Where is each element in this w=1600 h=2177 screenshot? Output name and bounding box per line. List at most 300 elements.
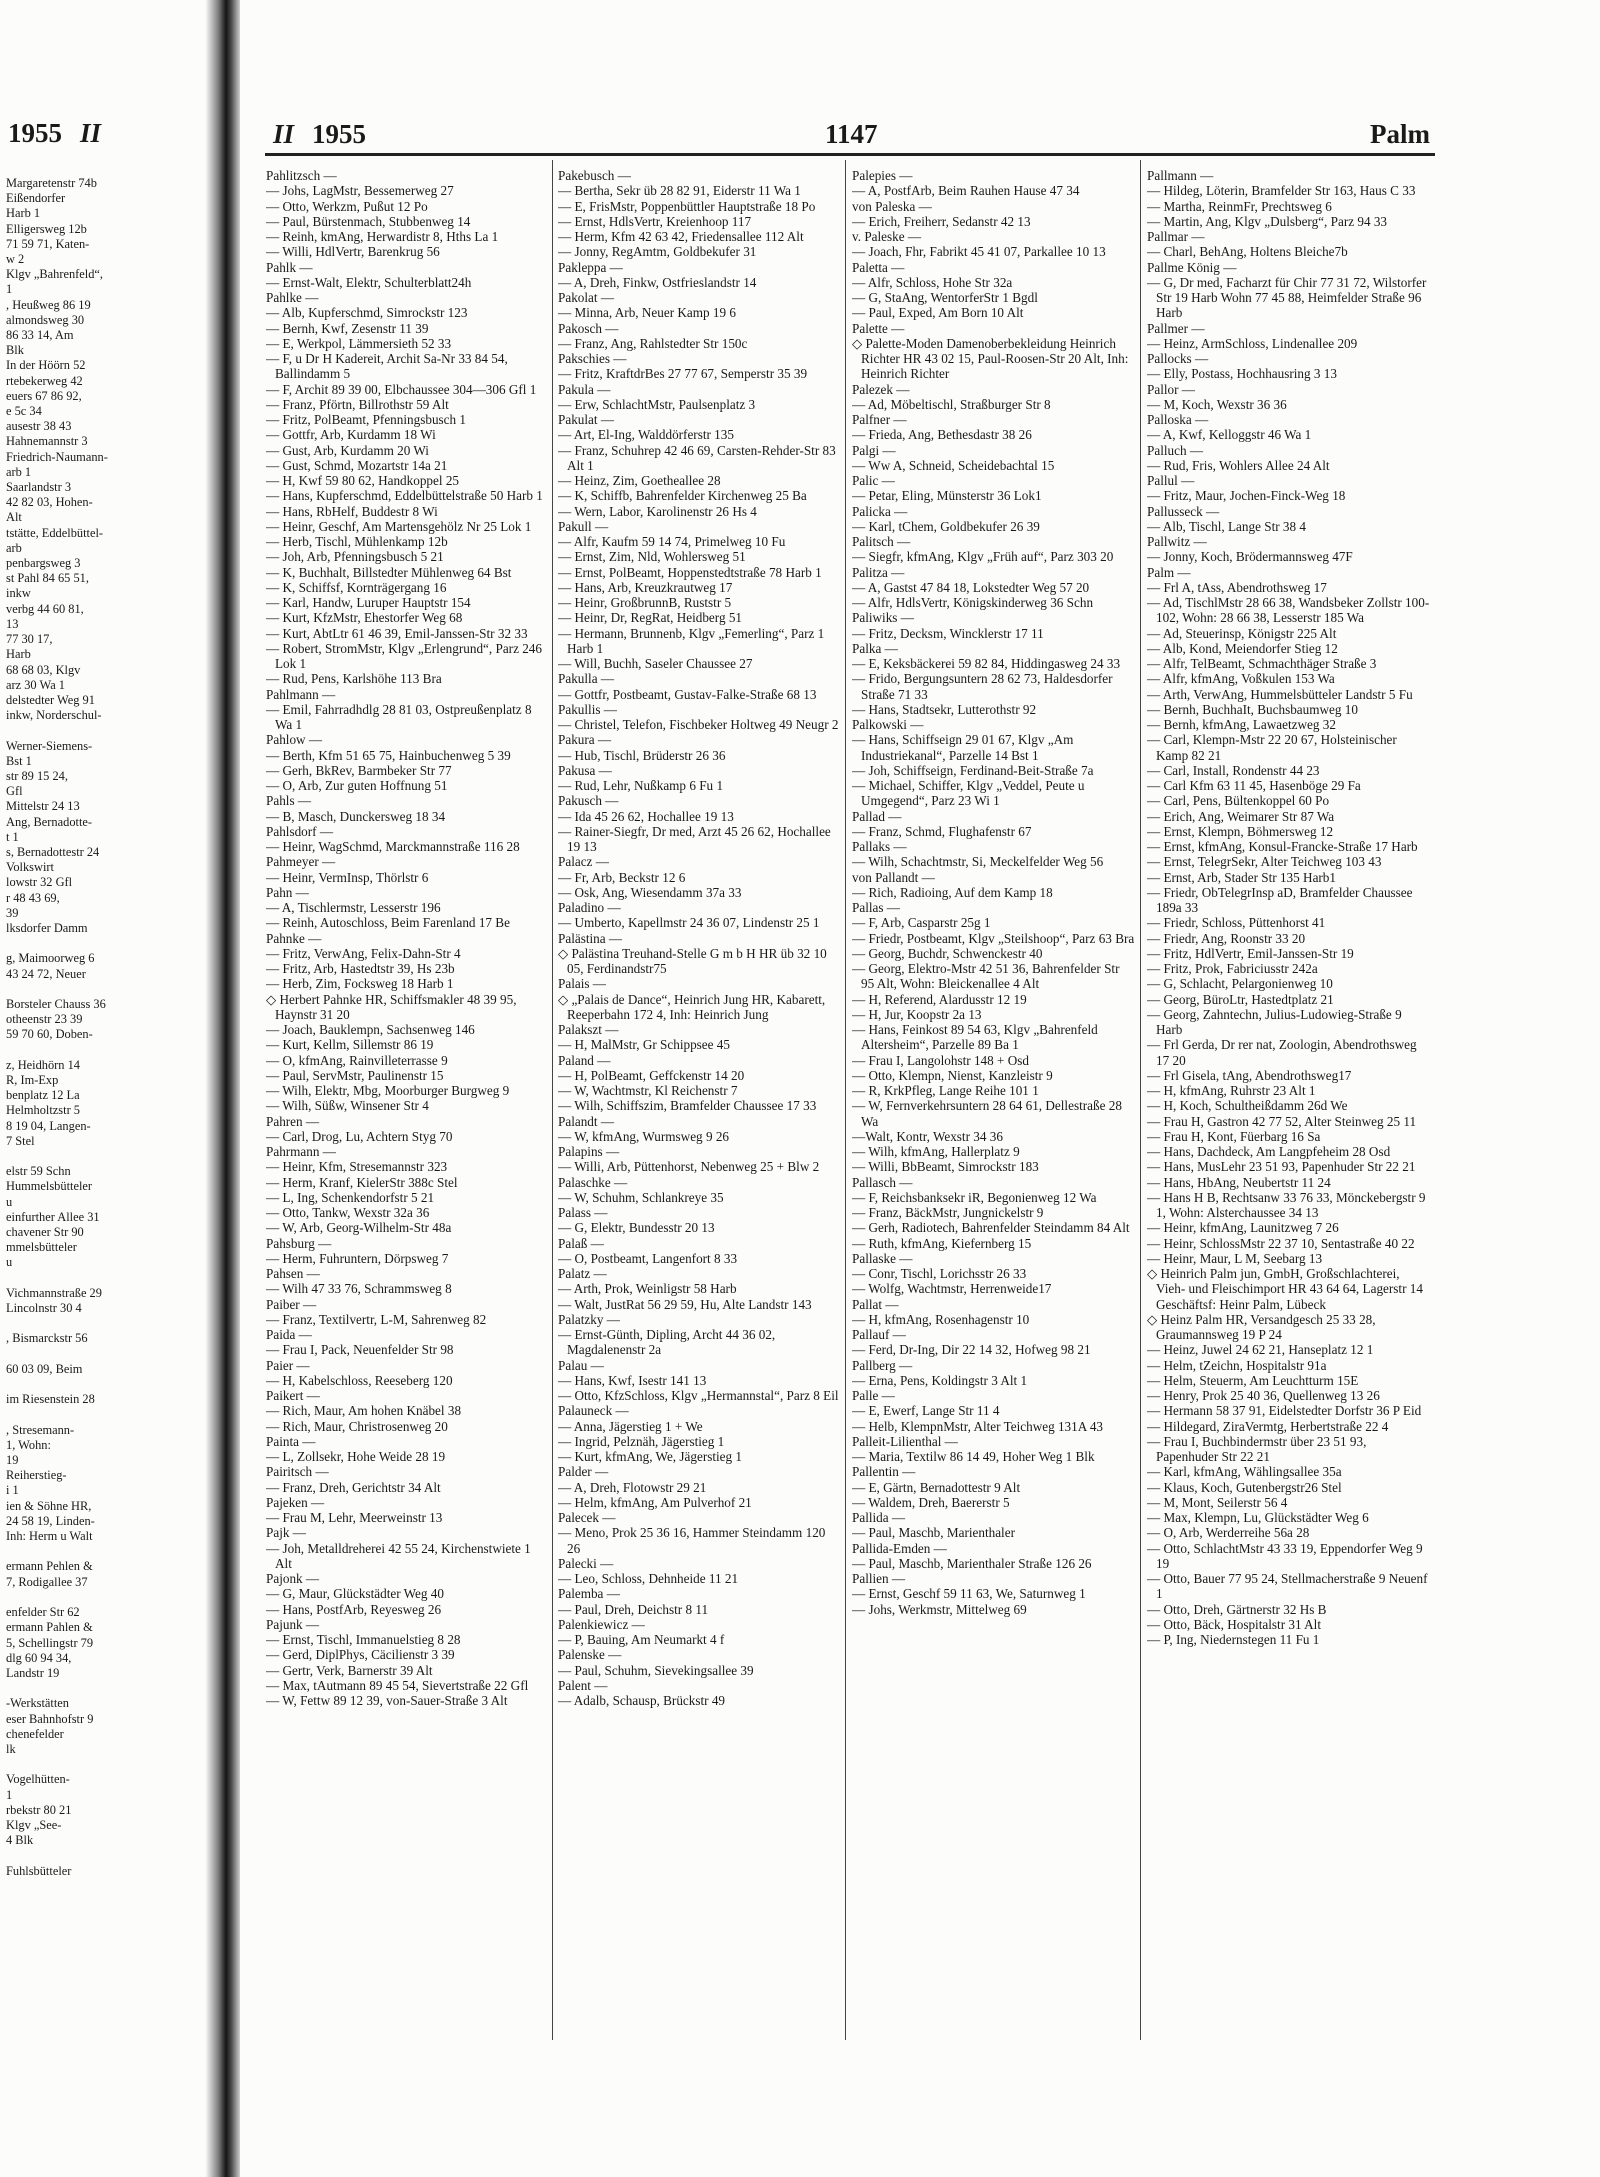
directory-entry: — Franz, Schuhrep 42 46 69, Carsten-Rehder-Str 83 Alt 1 (558, 442, 836, 473)
book-gutter (205, 0, 240, 2177)
header-part: II (273, 119, 295, 149)
left-page-line: Eißendorfer (6, 191, 66, 206)
directory-entry: — Ernst, Zim, Nld, Wohlersweg 51 (558, 549, 746, 565)
directory-entry: — Rud, Pens, Karlshöhe 113 Bra (266, 671, 442, 687)
directory-entry: — Maria, Textilw 86 14 49, Hoher Weg 1 Blk (852, 1449, 1095, 1464)
left-page-line: chavener Str 90 (6, 1225, 84, 1240)
surname-heading: Pahrmann — (266, 1144, 336, 1159)
left-page-line: u (6, 1194, 13, 1209)
surname-heading: Palluch — (1147, 442, 1204, 458)
left-page-line: verbg 44 60 81, (6, 601, 84, 616)
directory-entry: — Friedr, Postbeamt, Klgv „Steilshoop“, Parz 63 Bra (852, 930, 1135, 946)
directory-entry: — Herb, Zim, Focksweg 18 Harb 1 (266, 976, 454, 992)
left-page-line (6, 1377, 205, 1392)
directory-entry: — Willi, HdlVertr, Barenkrug 56 (266, 244, 440, 260)
directory-entry: — Paul, ServMstr, Paulinenstr 15 (266, 1067, 444, 1083)
directory-entry: — W, Schuhm, Schlankreye 35 (558, 1189, 724, 1205)
left-page-line: inkw (6, 586, 31, 601)
surname-heading: Palaschke — (558, 1174, 628, 1190)
surname-heading: Pakull — (558, 518, 609, 534)
surname-heading: Palecki — (558, 1555, 614, 1571)
left-page-line: Landstr 19 (6, 1665, 60, 1680)
directory-entry: — Otto, Bäck, Hospitalstr 31 Alt (1147, 1616, 1321, 1632)
left-page-line: rtebekerweg 42 (6, 373, 83, 388)
left-page-line: enfelder Str 62 (6, 1605, 80, 1620)
directory-entry: — Gerh, BkRev, Barmbeker Str 77 (266, 762, 452, 778)
left-page-line (6, 1590, 205, 1605)
directory-entry: — Georg, Elektro-Mstr 42 51 36, Bahrenfelder Str 95 Alt, Wohn: Bleickenallee 4 Alt (852, 961, 1120, 992)
directory-entry: — Otto, SchlachtMstr 43 33 19, Eppendorfer Weg 9 19 (1147, 1540, 1423, 1571)
column-4 (1147, 168, 1430, 2048)
directory-entry: — Max, tAutmann 89 45 54, Sievertstraße 22 Gfl (266, 1677, 529, 1693)
surname-heading: Palaß — (558, 1235, 604, 1251)
directory-entry: — Will, Buchh, Saseler Chaussee 27 (558, 656, 753, 671)
directory-entry: — Heinr, VermInsp, Thörlstr 6 (266, 869, 429, 885)
left-page-line: lksdorfer Damm (6, 920, 88, 935)
left-page-line: , Heußweg 86 19 (6, 297, 91, 312)
surname-heading: Pahmeyer — (266, 854, 336, 870)
directory-entry: — Heinr, Maur, L M, Seebarg 13 (1147, 1250, 1323, 1266)
directory-entry: — Otto, Tankw, Wexstr 32a 36 (266, 1205, 430, 1220)
directory-entry: — Martin, Ang, Klgv „Dulsberg“, Parz 94 33 (1147, 213, 1388, 229)
left-page-line: Mittelstr 24 13 (6, 799, 80, 814)
surname-heading: Pallas — (852, 900, 900, 915)
directory-entry: — Gottfr, Postbeamt, Gustav-Falke-Straße 68 13 (558, 686, 817, 702)
directory-entry: — Ww A, Schneid, Scheidebachtal 15 (852, 457, 1055, 473)
directory-entry: — Wern, Labor, Karolinenstr 26 Hs 4 (558, 503, 757, 519)
directory-entry: — Ernst, Geschf 59 11 63, We, Saturnweg 1 (852, 1586, 1086, 1602)
directory-entry: — G, Elektr, Bundesstr 20 13 (558, 1220, 715, 1236)
left-page-line: 59 70 60, Doben- (6, 1027, 93, 1042)
directory-entry: — Rainer-Siegfr, Dr med, Arzt 45 26 62, Hochallee 19 13 (558, 823, 831, 854)
directory-entry: — G, Schlacht, Pelargonienweg 10 (1147, 976, 1333, 992)
surname-heading: Palacz — (558, 854, 609, 870)
left-page-line: ermann Pehlen & (6, 1559, 93, 1574)
surname-heading: Pajeken — (266, 1494, 325, 1510)
directory-entry: — M, Mont, Seilerstr 56 4 (1147, 1494, 1288, 1510)
left-page-line: Volkswirt (6, 860, 54, 875)
left-page-line: r 48 43 69, (6, 890, 60, 905)
directory-entry: — Helm, Steuerm, Am Leuchtturm 15E (1147, 1372, 1359, 1388)
left-page-line: 13 (6, 616, 19, 631)
directory-entry: — Frau M, Lehr, Meerweinstr 13 (266, 1510, 443, 1525)
left-page-line: Reiherstieg- (6, 1468, 67, 1483)
directory-entry: — F, u Dr H Kadereit, Archit Sa-Nr 33 84 54, Ballindamm 5 (266, 351, 508, 382)
left-page-line: 43 24 72, Neuer (6, 966, 86, 981)
surname-heading: Pakleppa — (558, 259, 623, 275)
directory-entry: — Heinz, Juwel 24 62 21, Hanseplatz 12 1 (1147, 1342, 1374, 1358)
directory-entry: — Joh, Metalldreherei 42 55 24, Kirchenstwiete 1 Alt (266, 1540, 531, 1571)
directory-entry: — Ruth, kfmAng, Kiefernberg 15 (852, 1235, 1032, 1251)
directory-entry: — Wilh 47 33 76, Schrammsweg 8 (266, 1281, 452, 1297)
directory-entry: — G, Maur, Glückstädter Weg 40 (266, 1586, 444, 1602)
directory-entry: — Hans, PostfArb, Reyesweg 26 (266, 1601, 442, 1617)
directory-entry: — Alfr, HdlsVertr, Königskinderweg 36 Schn (852, 595, 1094, 610)
left-page-line: Bst 1 (6, 753, 32, 768)
left-page-year: 1955 (8, 118, 62, 148)
left-page-line: 8 19 04, Langen- (6, 1118, 91, 1133)
surname-heading: Palecek — (558, 1510, 616, 1525)
directory-entry: — Wilh, kfmAng, Hallerplatz 9 (852, 1144, 1020, 1159)
left-page-line: t 1 (6, 829, 19, 844)
directory-entry: — Martha, ReinmFr, Prechtsweg 6 (1147, 198, 1332, 214)
directory-entry: — E, FrisMstr, Poppenbüttler Hauptstraße 18 Po (558, 198, 816, 214)
directory-entry: — Otto, Werkzm, Pußut 12 Po (266, 198, 428, 214)
directory-entry: — Jonny, Koch, Brödermannsweg 47F (1147, 549, 1353, 565)
directory-entry: — H, Kwf 59 80 62, Handkoppel 25 (266, 473, 460, 488)
directory-entry: — Gertr, Verk, Barnerstr 39 Alt (266, 1662, 433, 1678)
directory-entry: — Carl Kfm 63 11 45, Hasenböge 29 Fa (1147, 778, 1361, 793)
directory-entry: — Leo, Schloss, Dehnheide 11 21 (558, 1571, 739, 1586)
left-page-line: 71 59 71, Katen- (6, 236, 90, 251)
surname-heading: Palkowski — (852, 717, 924, 732)
directory-entry: — K, Schiffb, Bahrenfelder Kirchenweg 25 Ba (558, 488, 807, 504)
surname-heading: von Paleska — (852, 198, 932, 214)
surname-heading: Pahlmann — (266, 686, 336, 702)
directory-entry: — Klaus, Koch, Gutenbergstr26 Stel (1147, 1479, 1342, 1495)
directory-entry: — Joh, Arb, Pfenningsbusch 5 21 (266, 549, 444, 565)
surname-heading: Pallaske — (852, 1250, 913, 1266)
surname-heading: Paladino — (558, 900, 621, 915)
surname-heading: Pakullis — (558, 701, 617, 717)
column-divider (845, 160, 846, 2040)
surname-heading: Pahsburg — (266, 1235, 332, 1251)
directory-entry: — Paul, Schuhm, Sievekingsallee 39 (558, 1662, 754, 1678)
surname-heading: Pahlk — (266, 259, 313, 275)
left-page-line: tstätte, Eddelbüttel- (6, 525, 104, 540)
directory-entry: — Fritz, Arb, Hastedtstr 39, Hs 23b (266, 961, 455, 976)
surname-heading: Palauneck — (558, 1403, 629, 1419)
left-page-fragments (6, 176, 205, 1879)
directory-entry: — Fritz, Decksm, Wincklerstr 17 11 (852, 625, 1044, 641)
surname-heading: Paland — (558, 1052, 611, 1068)
header-part-year (273, 119, 366, 150)
left-page-line: 77 30 17, (6, 632, 53, 647)
directory-entry: — Paul, Maschb, Marienthaler Straße 126 26 (852, 1555, 1092, 1571)
column-3 (852, 168, 1135, 2048)
directory-entry: — Frieda, Ang, Bethesdastr 38 26 (852, 427, 1032, 443)
directory-entry: — Paul, Maschb, Marienthaler (852, 1525, 1015, 1541)
directory-entry: — Siegfr, kfmAng, Klgv „Früh auf“, Parz 303 20 (852, 549, 1114, 565)
left-page-line: Hahnemannstr 3 (6, 434, 88, 449)
left-page-line (6, 1271, 205, 1286)
left-page-line: e 5c 34 (6, 404, 42, 419)
surname-heading: Palepies — (852, 168, 913, 183)
directory-entry: — Hildeg, Löterin, Bramfelder Str 163, Haus C 33 (1147, 183, 1416, 199)
surname-heading: Pallwitz — (1147, 534, 1207, 549)
directory-entry: — P, Bauing, Am Neumarkt 4 f (558, 1632, 725, 1647)
surname-heading: Pakura — (558, 732, 612, 748)
directory-entry: — E, Gärtn, Bernadottestr 9 Alt (852, 1479, 1021, 1495)
directory-entry: — Kurt, kfmAng, We, Jägerstieg 1 (558, 1449, 743, 1464)
directory-entry: — Rich, Radioing, Auf dem Kamp 18 (852, 884, 1053, 900)
directory-entry: — W, Fernverkehrsuntern 28 64 61, Dellestraße 28 Wa (852, 1098, 1122, 1129)
directory-entry: — Charl, BehAng, Holtens Bleiche7b (1147, 244, 1348, 260)
directory-entry: — Arth, Prok, Weinligstr 58 Harb (558, 1281, 737, 1297)
directory-entry: — H, kfmAng, Ruhrstr 23 Alt 1 (1147, 1083, 1316, 1098)
directory-entry: — K, Buchhalt, Billstedter Mühlenweg 64 Bst (266, 564, 512, 580)
left-page-line: Lincolnstr 30 4 (6, 1301, 82, 1316)
directory-entry: — Friedr, Schloss, Püttenhorst 41 (1147, 915, 1326, 931)
directory-entry: ◇ Herbert Pahnke HR, Schiffsmakler 48 39 95, Haynstr 31 20 (266, 991, 517, 1022)
directory-entry: — Herm, Kranf, KielerStr 388c Stel (266, 1174, 458, 1190)
directory-entry: — Walt, JustRat 56 29 59, Hu, Alte Landstr 143 (558, 1296, 812, 1312)
left-page-line: benplatz 12 La (6, 1088, 80, 1103)
surname-heading: Palka — (852, 640, 898, 656)
left-page-line (6, 1043, 205, 1058)
surname-heading: Pakulat — (558, 412, 615, 427)
surname-heading: Palgi — (852, 442, 896, 458)
surname-heading: Palitza — (852, 564, 905, 580)
left-page-line: 68 68 03, Klgv (6, 662, 81, 677)
header-year: 1955 (312, 119, 367, 149)
left-page-line: Elligersweg 12b (6, 221, 87, 236)
surname-heading: Pakolat — (558, 290, 615, 305)
surname-heading: Pahlsdorf — (266, 823, 334, 839)
left-page-line: ausestr 38 43 (6, 419, 72, 434)
directory-entry: — Erich, Freiherr, Sedanstr 42 13 (852, 213, 1031, 229)
left-page-line (6, 1407, 205, 1422)
surname-heading: Pallida — (852, 1510, 906, 1525)
directory-entry: — Johs, Werkmstr, Mittelweg 69 (852, 1601, 1027, 1617)
directory-entry: — Ferd, Dr-Ing, Dir 22 14 32, Hofweg 98 21 (852, 1342, 1091, 1358)
surname-heading: Pallmer — (1147, 320, 1205, 336)
directory-entry: — Gerd, DiplPhys, Cäcilienstr 3 39 (266, 1647, 455, 1663)
column-2 (558, 168, 841, 2048)
directory-entry: — Waldem, Dreh, Baererstr 5 (852, 1494, 1010, 1510)
surname-heading: Pallme König — (1147, 259, 1237, 275)
left-page-line (6, 982, 205, 997)
directory-entry: — Joach, Fhr, Fabrikt 45 41 07, Parkallee 10 13 (852, 244, 1106, 260)
left-page-line: 60 03 09, Beim (6, 1361, 83, 1376)
directory-entry: — Franz, Dreh, Gerichtstr 34 Alt (266, 1479, 441, 1495)
left-page-line: rbekstr 80 21 (6, 1802, 72, 1817)
left-page-line: elstr 59 Schn (6, 1164, 71, 1179)
left-page-line: Harb 1 (6, 206, 41, 221)
surname-heading: Pallat — (852, 1296, 899, 1312)
directory-entry: — Rich, Maur, Am hohen Knäbel 38 (266, 1403, 462, 1419)
directory-entry: — Michael, Schiffer, Klgv „Veddel, Peute u Umgegend“, Parz 23 Wi 1 (852, 778, 1085, 809)
surname-heading: Palleit-Lilienthal — (852, 1433, 958, 1449)
surname-heading: Pahlitzsch — (266, 168, 337, 183)
left-page-line: almondsweg 30 (6, 312, 85, 327)
left-page-line: , Bismarckstr 56 (6, 1331, 88, 1346)
surname-heading: Palästina — (558, 930, 623, 946)
surname-heading: Palais — (558, 976, 606, 992)
directory-entry: — Franz, BäckMstr, Jungnickelstr 9 (852, 1205, 1044, 1220)
directory-entry: — Reinh, kmAng, Herwardistr 8, Hths La 1 (266, 229, 499, 244)
directory-entry: — Heinr, Kfm, Stresemannstr 323 (266, 1159, 448, 1175)
directory-entry: — G, StaAng, WentorferStr 1 Bgdl (852, 290, 1038, 305)
directory-entry: — Karl, tChem, Goldbekufer 26 39 (852, 518, 1040, 534)
surname-heading: Pajk — (266, 1525, 306, 1541)
directory-entry: — H, Referend, Alardusstr 12 19 (852, 991, 1027, 1007)
left-page-line: Gfl (6, 784, 23, 799)
left-page-line: u (6, 1255, 13, 1270)
left-page-line: Friedrich-Naumann- (6, 449, 108, 464)
left-page-line (6, 1681, 205, 1696)
directory-entry: — Wolfg, Wachtmstr, Herrenweide17 (852, 1281, 1052, 1297)
directory-entry: — Helb, KlempnMstr, Alter Teichweg 131A 43 (852, 1418, 1104, 1434)
directory-entry: — Petar, Eling, Münsterstr 36 Lok1 (852, 488, 1042, 504)
left-page-line: mmelsbütteler (6, 1240, 77, 1255)
directory-entry: — Rud, Fris, Wohlers Allee 24 Alt (1147, 457, 1330, 473)
directory-entry: — Conr, Tischl, Lorichsstr 26 33 (852, 1266, 1027, 1281)
left-page-line: Saarlandstr 3 (6, 480, 72, 495)
directory-entry: — R, KrkPfleg, Lange Reihe 101 1 (852, 1083, 1039, 1098)
directory-entry: — Hans, Schiffseign 29 01 67, Klgv „Am Industriekanal“, Parzelle 14 Bst 1 (852, 732, 1074, 763)
left-page-line: st Pahl 84 65 51, (6, 571, 89, 586)
directory-entry: — F, Reichsbanksekr iR, Begonienweg 12 Wa (852, 1189, 1097, 1205)
left-page-line: delstedter Weg 91 (6, 692, 95, 707)
surname-heading: Pahsen — (266, 1266, 320, 1281)
directory-entry: — Wilh, Schachtmstr, Si, Meckelfelder Weg 56 (852, 854, 1104, 870)
directory-entry: — A, Dreh, Finkw, Ostfrieslandstr 14 (558, 274, 757, 290)
directory-entry: — Fritz, HdlVertr, Emil-Janssen-Str 19 (1147, 945, 1354, 961)
surname-heading: Palatz — (558, 1266, 607, 1281)
directory-entry: — Ernst, kfmAng, Konsul-Francke-Straße 17 Harb (1147, 839, 1418, 854)
directory-entry: — H, kfmAng, Rosenhagenstr 10 (852, 1311, 1030, 1327)
directory-entry: — Heinz, Zim, Goetheallee 28 (558, 473, 721, 488)
column-1 (266, 168, 549, 2048)
directory-entry: — Meno, Prok 25 36 16, Hammer Steindamm 120 26 (558, 1525, 826, 1556)
left-page-line: Inh: Herm u Walt (6, 1529, 93, 1544)
directory-entry: — Ernst, TelegrSekr, Alter Teichweg 103 43 (1147, 854, 1382, 870)
directory-entry: — E, Ewerf, Lange Str 11 4 (852, 1403, 1000, 1419)
left-page-line: arz 30 Wa 1 (6, 677, 65, 692)
surname-heading: Palder — (558, 1464, 609, 1480)
surname-heading: Pallasch — (852, 1174, 913, 1190)
left-page-line: 5, Schellingstr 79 (6, 1635, 94, 1650)
surname-heading: Pahlke — (266, 290, 319, 305)
directory-entry: — Ingrid, Pelznäh, Jägerstieg 1 (558, 1433, 725, 1449)
surname-heading: Pallauf — (852, 1327, 906, 1342)
left-page-line (6, 723, 205, 738)
directory-entry: — Kurt, AbtLtr 61 46 39, Emil-Janssen-Str 32 33 (266, 625, 528, 641)
directory-entry: — Friedr, Ang, Roonstr 33 20 (1147, 930, 1306, 946)
directory-entry: — Hans, HbAng, Neubertstr 11 24 (1147, 1174, 1331, 1190)
surname-heading: Pakebusch — (558, 168, 631, 183)
directory-entry: — Wilh, Süßw, Winsener Str 4 (266, 1098, 429, 1114)
surname-heading: Pakusa — (558, 762, 612, 778)
directory-entry: — Wilh, Elektr, Mbg, Moorburger Burgweg 9 (266, 1083, 510, 1098)
surname-heading: Pallentin — (852, 1464, 916, 1480)
directory-entry: — Willi, BbBeamt, Simrockstr 183 (852, 1159, 1039, 1175)
left-page-line: 42 82 03, Hohen- (6, 495, 93, 510)
directory-entry: — Fritz, KraftdrBes 27 77 67, Semperstr 35 39 (558, 366, 808, 382)
left-page-line (6, 1347, 205, 1362)
left-page-line: Ang, Bernadotte- (6, 814, 93, 829)
directory-entry: — Reinh, Autoschloss, Beim Farenland 17 Be (266, 915, 510, 931)
directory-entry: — W, Fettw 89 12 39, von-Sauer-Straße 3 Alt (266, 1693, 508, 1708)
directory-entry: — E, Werkpol, Lämmersieth 52 33 (266, 335, 452, 351)
directory-entry: — Ad, Möbeltischl, Straßburger Str 8 (852, 396, 1051, 412)
surname-heading: Paida — (266, 1327, 312, 1342)
directory-entry: — Hans, Stadtsekr, Lutterothstr 92 (852, 701, 1037, 717)
surname-heading: Palenske — (558, 1647, 622, 1663)
directory-entry: — Jonny, RegAmtm, Goldbekufer 31 (558, 244, 757, 260)
surname-heading: Palenkiewicz — (558, 1616, 645, 1632)
directory-entry: — Frau H, Kont, Füerbarg 16 Sa (1147, 1128, 1321, 1144)
surname-heading: Pahlow — (266, 732, 323, 748)
surname-heading: Pajonk — (266, 1571, 320, 1586)
surname-heading: v. Paleske — (852, 229, 922, 244)
directory-entry: — Alfr, TelBeamt, Schmachthäger Straße 3 (1147, 656, 1377, 671)
left-page-line: otheenstr 23 39 (6, 1012, 83, 1027)
surname-heading: Pakschies — (558, 351, 627, 366)
left-page-line (6, 1544, 205, 1559)
surname-heading: Palau — (558, 1357, 604, 1373)
directory-entry: — Friedr, ObTelegrInsp aD, Bramfelder Chaussee 189a 33 (1147, 884, 1413, 915)
directory-entry: — Max, Klempn, Lu, Glückstädter Weg 6 (1147, 1510, 1369, 1525)
directory-entry: — Osk, Ang, Wiesendamm 37a 33 (558, 884, 742, 900)
surname-heading: Pallad — (852, 808, 902, 824)
left-page-line: Fuhlsbütteler (6, 1863, 72, 1878)
directory-entry: — E, Keksbäckerei 59 82 84, Hiddingasweg 24 33 (852, 656, 1121, 671)
directory-entry: — Alb, Kupferschmd, Simrockstr 123 (266, 305, 468, 321)
directory-entry: — A, Gastst 47 84 18, Lokstedter Weg 57 20 (852, 579, 1090, 595)
directory-entry: — Minna, Arb, Neuer Kamp 19 6 (558, 305, 736, 321)
left-page-header (8, 118, 101, 149)
directory-entry: — Henry, Prok 25 40 36, Quellenweg 13 26 (1147, 1388, 1380, 1403)
surname-heading: Palemba — (558, 1586, 620, 1602)
surname-heading: Palfner — (852, 412, 907, 427)
surname-heading: Pallor — (1147, 381, 1195, 397)
left-page-line: chenefelder (6, 1726, 64, 1741)
directory-entry: — H, MalMstr, Gr Schippsee 45 (558, 1037, 730, 1053)
surname-heading: Pallocks — (1147, 351, 1209, 366)
directory-entry: — Herm, Fuhruntern, Dörpsweg 7 (266, 1250, 449, 1266)
left-page-line: eser Bahnhofstr 9 (6, 1711, 94, 1726)
surname-heading: Pajunk — (266, 1616, 320, 1632)
left-page-part: II (80, 118, 102, 148)
directory-entry: — Karl, kfmAng, Wählingsallee 35a (1147, 1464, 1342, 1480)
surname-heading: Palic — (852, 473, 895, 488)
left-page-line: R, Im-Exp (6, 1072, 59, 1087)
directory-entry: — Frau H, Gastron 42 77 52, Alter Steinweg 25 11 (1147, 1113, 1417, 1129)
directory-entry: — L, Zollsekr, Hohe Weide 28 19 (266, 1449, 446, 1464)
directory-entry: — Franz, Schmd, Flughafenstr 67 (852, 823, 1032, 839)
directory-entry: — Ad, Steuerinsp, Königstr 225 Alt (1147, 625, 1337, 641)
left-page-line (6, 1757, 205, 1772)
directory-entry: — Helm, tZeichn, Hospitalstr 91a (1147, 1357, 1327, 1373)
directory-entry: ◇ „Palais de Dance“, Heinrich Jung HR, Kabarett, Reeperbahn 172 4, Inh: Heinrich Jung (558, 991, 826, 1022)
surname-heading: Palapins — (558, 1144, 620, 1159)
column-divider (1140, 160, 1141, 2040)
directory-entry: — Fr, Arb, Beckstr 12 6 (558, 869, 686, 885)
left-page-line: -Werkstätten (6, 1696, 69, 1711)
column-divider (552, 160, 553, 2040)
surname-heading: Pallaks — (852, 839, 907, 854)
left-page-line: 7 Stel (6, 1133, 35, 1148)
directory-entry: — Berth, Kfm 51 65 75, Hainbuchenweg 5 39 (266, 747, 511, 763)
directory-entry: — Paul, Bürstenmach, Stubbenweg 14 (266, 213, 471, 229)
left-page-line: Hummelsbütteler (6, 1179, 93, 1194)
left-page-line: Blk (6, 343, 24, 358)
directory-entry: — Alfr, Kaufm 59 14 74, Primelweg 10 Fu (558, 534, 786, 549)
directory-entry: — Umberto, Kapellmstr 24 36 07, Lindenstr 25 1 (558, 915, 820, 931)
directory-entry: — O, Arb, Zur guten Hoffnung 51 (266, 778, 448, 793)
directory-entry: — Kurt, KfzMstr, Ehestorfer Weg 68 (266, 610, 463, 626)
directory-entry: — Adalb, Schausp, Brückstr 49 (558, 1693, 726, 1708)
directory-entry: — Karl, Handw, Luruper Hauptstr 154 (266, 595, 471, 610)
directory-entry: — W, Arb, Georg-Wilhelm-Str 48a (266, 1220, 452, 1236)
directory-entry: — Heinz, ArmSchloss, Lindenallee 209 (1147, 335, 1358, 351)
surname-heading: Pallien — (852, 1571, 906, 1586)
left-page-line: 24 58 19, Linden- (6, 1513, 95, 1528)
directory-entry: — Erna, Pens, Koldingstr 3 Alt 1 (852, 1372, 1028, 1388)
directory-entry: — Heinr, Dr, RegRat, Heidberg 51 (558, 610, 743, 626)
